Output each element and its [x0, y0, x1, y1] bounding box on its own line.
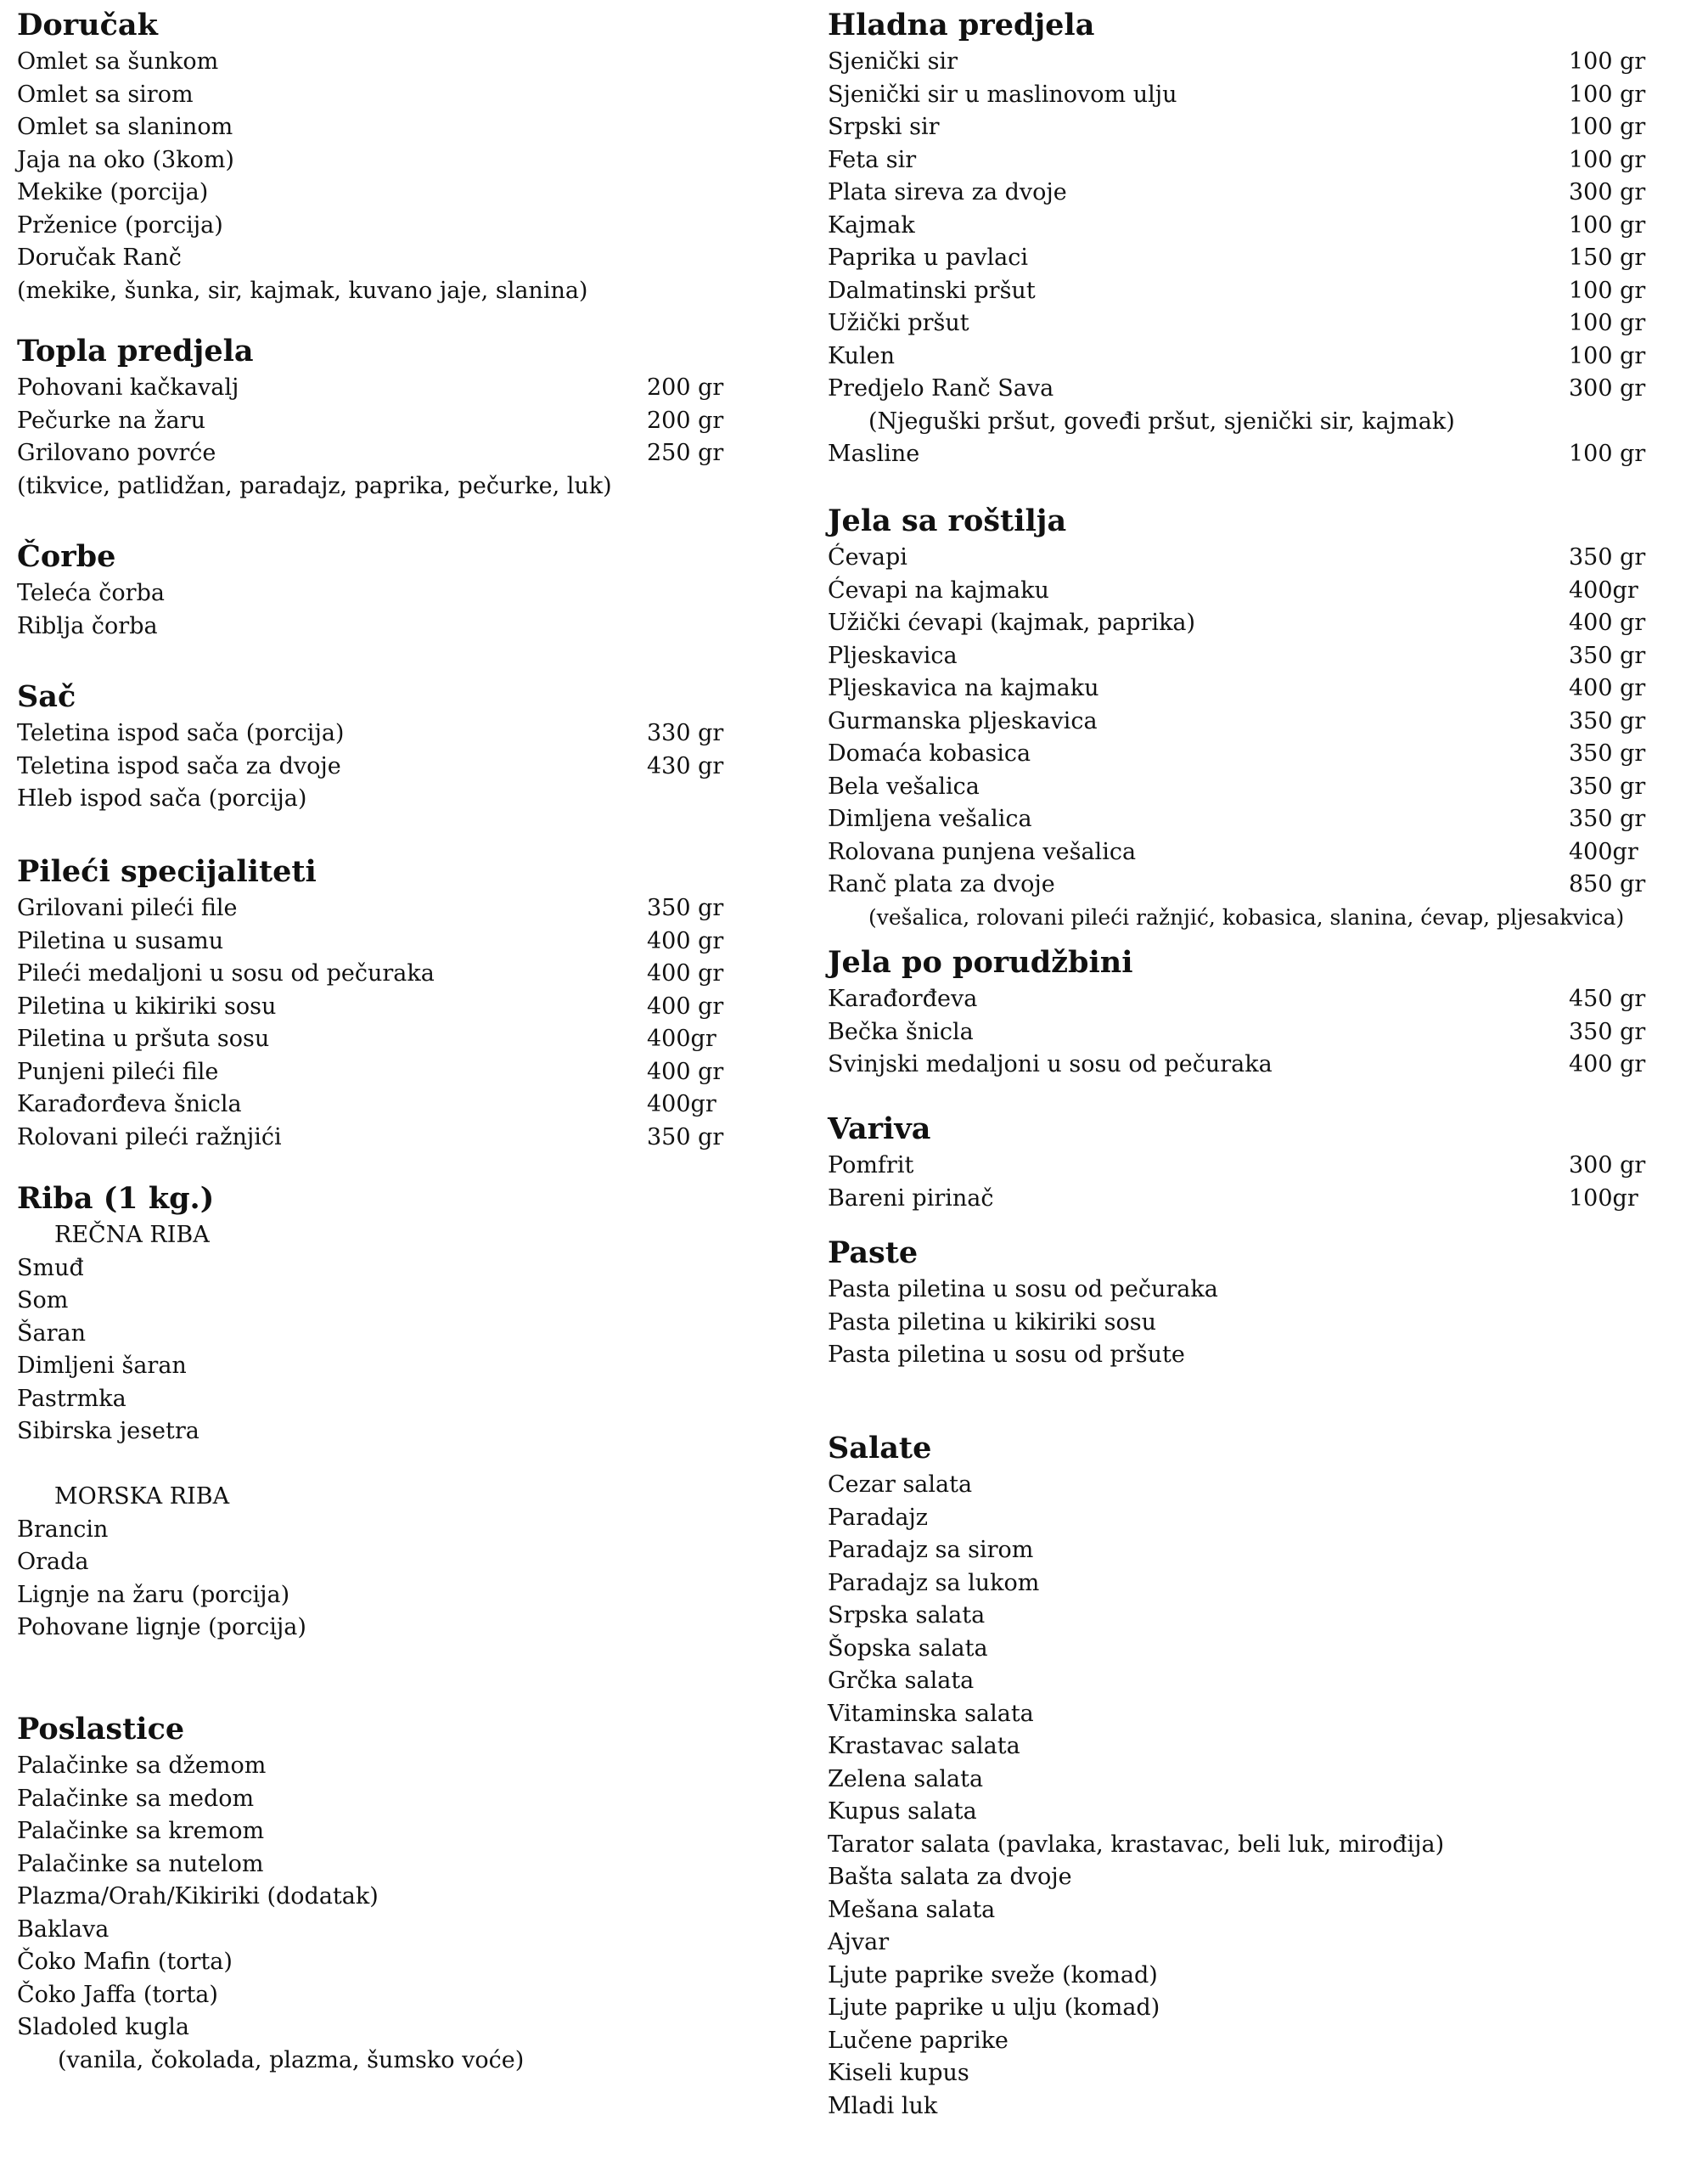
item-name: Ajvar	[828, 1929, 890, 1955]
item-portion-size: 400 gr	[647, 960, 724, 987]
section-heading: Doručak	[17, 8, 158, 42]
menu-item	[828, 1049, 1685, 1082]
menu-item	[828, 1469, 1685, 1502]
menu-item	[17, 1848, 815, 1882]
item-name: Paprika u pavlaci	[828, 245, 1029, 271]
menu-item	[17, 1088, 815, 1122]
item-portion-size: 850 gr	[1569, 871, 1646, 897]
item-name: Rolovana punjena vešalica	[828, 838, 1137, 865]
item-portion-size: 100 gr	[1569, 114, 1646, 140]
menu-item	[17, 1946, 815, 1979]
item-name: Šopska salata	[828, 1634, 988, 1662]
menu-item	[17, 1783, 815, 1816]
item-note: (vanila, čokolada, plazma, šumsko voće)	[58, 2046, 525, 2073]
menu-item	[17, 405, 815, 438]
item-portion-size: 430 gr	[647, 752, 724, 779]
section-heading: Riba (1 kg.)	[17, 1181, 215, 1216]
item-name: Pljeskavica	[828, 642, 958, 669]
item-portion-size: 200 gr	[647, 407, 724, 434]
menu-item	[828, 1829, 1685, 1862]
item-name: Teletina ispod sača (porcija)	[17, 720, 345, 746]
item-name: Pljeskavica na kajmaku	[828, 675, 1099, 701]
section-heading: Sač	[17, 679, 76, 714]
item-name: Domaća kobasica	[828, 740, 1031, 767]
menu-item	[17, 1979, 815, 2012]
item-portion-size: 400 gr	[647, 927, 724, 954]
menu-section-poslastice	[17, 1709, 815, 2077]
item-name: Brancin	[17, 1516, 109, 1543]
menu-item	[17, 1448, 815, 1482]
item-name: Orada	[17, 1549, 89, 1575]
menu-item	[828, 1665, 1685, 1698]
menu-item	[828, 836, 1685, 869]
item-note: (vešalica, rolovani pileći ražnjić, kobasica, slanina, ćevap, pljesakvica)	[868, 904, 1625, 930]
item-name: Bečka šnicla	[828, 1018, 974, 1045]
menu-item	[828, 242, 1685, 275]
item-name: Šaran	[17, 1319, 86, 1347]
menu-item	[17, 577, 815, 610]
section-heading: Jela sa roštilja	[828, 503, 1067, 538]
menu-item	[828, 771, 1685, 804]
menu-item	[828, 803, 1685, 836]
menu-section-sac	[17, 677, 815, 816]
item-name: Smuđ	[17, 1254, 84, 1281]
menu-item	[828, 672, 1685, 706]
item-name: Ljute paprike sveže (komad)	[828, 1961, 1158, 1988]
menu-section-riba	[17, 1178, 815, 1645]
menu-section-corbe	[17, 537, 815, 643]
item-name: Palačinke sa kremom	[17, 1818, 265, 1844]
item-description	[828, 406, 1685, 439]
item-name: Som	[17, 1287, 69, 1313]
item-name: Omlet sa sirom	[17, 81, 194, 108]
item-portion-size: 100 gr	[1569, 48, 1646, 75]
item-portion-size: 350 gr	[647, 895, 724, 921]
menu-item	[828, 1861, 1685, 1894]
item-name: Grčka salata	[828, 1668, 975, 1694]
menu-item	[828, 1016, 1685, 1049]
menu-item	[828, 340, 1685, 374]
item-name: Mekike (porcija)	[17, 179, 209, 205]
item-portion-size: 300 gr	[1569, 375, 1646, 402]
menu-item	[17, 437, 815, 470]
item-name: Paradajz sa sirom	[828, 1537, 1034, 1563]
item-portion-size: 100 gr	[1569, 342, 1646, 369]
item-name: Cezar salata	[828, 1471, 973, 1498]
item-portion-size: 400gr	[1569, 838, 1638, 865]
menu-section-topla-predjela	[17, 331, 815, 503]
item-portion-size: 350 gr	[1569, 707, 1646, 734]
item-portion-size: 400 gr	[1569, 1051, 1646, 1077]
menu-item	[17, 1318, 815, 1351]
item-name: Paradajz sa lukom	[828, 1569, 1040, 1596]
menu-item	[828, 1796, 1685, 1829]
item-description	[17, 470, 815, 503]
item-portion-size: 450 gr	[1569, 986, 1646, 1012]
menu-item	[828, 2025, 1685, 2058]
item-name: Srpski sir	[828, 114, 940, 140]
item-name: Paradajz	[828, 1504, 929, 1531]
menu-item	[17, 1612, 815, 1645]
menu-item	[828, 177, 1685, 210]
section-heading: Salate	[828, 1431, 932, 1465]
menu-item	[828, 1307, 1685, 1340]
section-heading: Poslastice	[17, 1712, 185, 1747]
menu-item	[828, 210, 1685, 243]
item-portion-size: 150 gr	[1569, 245, 1646, 271]
item-name: Piletina u pršuta sosu	[17, 1026, 270, 1052]
item-name: Punjeni pileći file	[17, 1058, 219, 1085]
menu-item	[17, 1122, 815, 1155]
subsection-name: REČNA RIBA	[54, 1222, 210, 1248]
subsection-label	[17, 1219, 815, 1252]
menu-item	[17, 46, 815, 79]
item-name: Ljute paprike u ulju (komad)	[828, 1994, 1160, 2021]
menu-item	[17, 144, 815, 177]
item-name: Ranč plata za dvoje	[828, 871, 1055, 897]
item-portion-size: 350 gr	[647, 1123, 724, 1150]
item-name: Tarator salata (pavlaka, krastavac, beli luk, mirođija)	[828, 1831, 1445, 1858]
menu-item	[828, 640, 1685, 673]
menu-item	[17, 1914, 815, 1947]
menu-item	[17, 751, 815, 784]
item-name: Pohovani kačkavalj	[17, 374, 239, 401]
menu-item	[17, 1415, 815, 1448]
menu-item	[828, 1274, 1685, 1307]
item-name: Kulen	[828, 342, 895, 369]
menu-item	[828, 79, 1685, 112]
menu-item	[828, 575, 1685, 608]
item-portion-size: 350 gr	[1569, 1018, 1646, 1045]
item-name: Omlet sa slaninom	[17, 114, 233, 140]
menu-item	[828, 373, 1685, 406]
item-name: Pečurke na žaru	[17, 407, 205, 434]
item-name: Užički ćevapi (kajmak, paprika)	[828, 610, 1196, 636]
item-name: Ćevapi	[828, 544, 907, 571]
menu-section-jela-sa-rostilja	[828, 501, 1685, 934]
item-name: Palačinke sa medom	[17, 1785, 255, 1812]
item-name: Dimljena vešalica	[828, 806, 1032, 832]
item-portion-size: 100gr	[1569, 1184, 1638, 1212]
item-name: Baklava	[17, 1915, 110, 1943]
item-name: Pohovane lignje (porcija)	[17, 1614, 306, 1640]
menu-item	[17, 177, 815, 210]
item-name: Hleb ispod sača (porcija)	[17, 785, 307, 812]
menu-item	[17, 79, 815, 112]
menu-section-paste	[828, 1233, 1685, 1372]
menu-item	[17, 1815, 815, 1848]
item-name: Vitaminska salata	[828, 1700, 1034, 1727]
item-name: Plata sireva za dvoje	[828, 179, 1067, 205]
item-name: Sjenički sir	[828, 48, 958, 75]
menu-item	[17, 1579, 815, 1612]
menu-item	[828, 275, 1685, 308]
item-portion-size: 400 gr	[647, 993, 724, 1020]
item-portion-size: 250 gr	[647, 440, 724, 466]
item-name: Grilovano povrće	[17, 440, 216, 466]
item-name: Lučene paprike	[828, 2027, 1009, 2054]
menu-item	[828, 607, 1685, 640]
item-name: Mladi luk	[828, 2092, 938, 2119]
item-portion-size: 400 gr	[1569, 675, 1646, 701]
menu-item	[828, 1183, 1685, 1216]
item-portion-size: 350 gr	[1569, 806, 1646, 832]
item-name: Masline	[828, 441, 920, 467]
item-name: Svinjski medaljoni u sosu od pečuraka	[828, 1051, 1273, 1077]
item-name: Kajmak	[828, 211, 915, 239]
item-name: Palačinke sa džemom	[17, 1752, 267, 1779]
item-name: Krastavac salata	[828, 1733, 1020, 1759]
item-portion-size: 100 gr	[1569, 81, 1646, 108]
item-note: (Njeguški pršut, goveđi pršut, sjenički sir, kajmak)	[868, 408, 1455, 435]
item-name: Bela vešalica	[828, 773, 980, 800]
menu-item	[17, 1023, 815, 1056]
menu-item	[828, 869, 1685, 902]
item-portion-size: 400gr	[1569, 577, 1638, 604]
item-portion-size: 400 gr	[647, 1058, 724, 1085]
item-name: Mešana salata	[828, 1896, 996, 1923]
menu-item	[17, 1252, 815, 1285]
item-name: Dimljeni šaran	[17, 1353, 187, 1379]
item-name: Rolovani pileći ražnjići	[17, 1123, 282, 1150]
menu-item	[828, 144, 1685, 177]
item-portion-size: 400 gr	[1569, 610, 1646, 636]
item-name: Piletina u kikiriki sosu	[17, 993, 277, 1020]
item-name: Kiseli kupus	[828, 2060, 969, 2086]
item-name: Gurmanska pljeskavica	[828, 707, 1098, 734]
item-name: Užički pršut	[828, 310, 969, 336]
item-portion-size: 100 gr	[1569, 277, 1646, 304]
item-name: Zelena salata	[828, 1765, 984, 1792]
item-name: Ćevapi na kajmaku	[828, 577, 1049, 604]
item-name: Teleća čorba	[17, 580, 165, 606]
menu-item	[828, 307, 1685, 340]
menu-item	[828, 46, 1685, 79]
menu-item	[828, 1150, 1685, 1183]
subsection-name: MORSKA RIBA	[54, 1483, 230, 1510]
item-name: Srpska salata	[828, 1602, 986, 1628]
item-name: Karađorđeva šnicla	[17, 1091, 242, 1117]
menu-section-variva	[828, 1109, 1685, 1215]
menu-item	[828, 1927, 1685, 1960]
item-portion-size: 400gr	[647, 1026, 716, 1052]
item-name: Grilovani pileći file	[17, 895, 238, 921]
menu-item	[828, 706, 1685, 739]
menu-item	[828, 1763, 1685, 1797]
menu-item	[17, 783, 815, 816]
item-name: Sjenički sir u maslinovom ulju	[828, 81, 1177, 108]
menu-section-hladna-predjela	[828, 5, 1685, 471]
item-portion-size: 100 gr	[1569, 310, 1646, 336]
item-name: Feta sir	[828, 146, 917, 173]
item-name: Prženice (porcija)	[17, 211, 223, 239]
menu-item	[828, 1698, 1685, 1731]
menu-item	[828, 738, 1685, 771]
item-portion-size: 330 gr	[647, 720, 724, 746]
item-portion-size: 350 gr	[1569, 740, 1646, 767]
item-name: Bašta salata za dvoje	[828, 1864, 1072, 1890]
item-name: Pasta piletina u sosu od pršute	[828, 1342, 1185, 1368]
item-portion-size: 350 gr	[1569, 773, 1646, 800]
menu-item	[828, 1992, 1685, 2025]
menu-section-jela-po-porudzbini	[828, 942, 1685, 1082]
item-name: Kupus salata	[828, 1798, 977, 1825]
item-portion-size: 100 gr	[1569, 211, 1646, 239]
section-heading: Variva	[828, 1111, 931, 1146]
item-portion-size: 400gr	[647, 1091, 716, 1117]
item-portion-size: 100 gr	[1569, 146, 1646, 173]
item-name: Jaja na oko (3kom)	[17, 146, 234, 173]
item-description	[17, 2045, 815, 2078]
section-heading: Pileći specijaliteti	[17, 854, 317, 889]
menu-item	[828, 1730, 1685, 1763]
menu-item	[17, 1383, 815, 1416]
menu-item	[828, 438, 1685, 471]
menu-item	[828, 1960, 1685, 1993]
menu-item	[828, 1534, 1685, 1567]
menu-item	[17, 372, 815, 405]
item-name: Teletina ispod sača za dvoje	[17, 752, 341, 779]
menu-item	[17, 1546, 815, 1579]
menu-item	[828, 1502, 1685, 1535]
item-portion-size: 300 gr	[1569, 179, 1646, 205]
item-note: (tikvice, patlidžan, paradajz, paprika, pečurke, luk)	[17, 472, 612, 499]
menu-item	[828, 983, 1685, 1016]
item-name: Pasta piletina u sosu od pečuraka	[828, 1276, 1218, 1302]
item-name: Palačinke sa nutelom	[17, 1850, 264, 1877]
item-name: Plazma/Orah/Kikiriki (dodatak)	[17, 1883, 379, 1910]
item-portion-size: 350 gr	[1569, 642, 1646, 669]
menu-item	[17, 892, 815, 925]
item-name: Dalmatinski pršut	[828, 277, 1036, 304]
menu-item	[828, 1600, 1685, 1633]
menu-item	[828, 1567, 1685, 1600]
item-description	[828, 902, 1685, 935]
item-name: Piletina u susamu	[17, 927, 224, 954]
menu-item	[17, 925, 815, 959]
menu-item	[828, 1633, 1685, 1666]
menu-item	[17, 958, 815, 991]
menu-item	[828, 2090, 1685, 2123]
item-name: Pomfrit	[828, 1152, 914, 1178]
subsection-label	[17, 1481, 815, 1514]
item-name: Riblja čorba	[17, 612, 158, 639]
menu-item	[17, 991, 815, 1024]
section-heading: Jela po porudžbini	[828, 945, 1133, 980]
section-heading: Čorbe	[17, 539, 116, 574]
menu-item	[17, 242, 815, 275]
item-name: Sibirska jesetra	[17, 1418, 199, 1444]
item-name: Pastrmka	[17, 1385, 126, 1412]
menu-item	[17, 1285, 815, 1318]
item-name: Sladoled kugla	[17, 2014, 190, 2040]
menu-item	[17, 111, 815, 144]
menu-item	[17, 210, 815, 243]
item-description	[17, 275, 815, 308]
item-name: Doručak Ranč	[17, 245, 182, 271]
item-name: Omlet sa šunkom	[17, 48, 219, 75]
menu-item	[17, 1750, 815, 1783]
menu-item	[17, 610, 815, 644]
item-name: Bareni pirinač	[828, 1184, 994, 1212]
item-note: (mekike, šunka, sir, kajmak, kuvano jaje, slanina)	[17, 277, 588, 304]
menu-item	[17, 1350, 815, 1383]
item-name: Predjelo Ranč Sava	[828, 375, 1054, 402]
menu-item	[17, 1514, 815, 1547]
menu-item	[828, 1894, 1685, 1927]
item-name: Čoko Mafin (torta)	[17, 1949, 233, 1975]
menu-section-dorucak	[17, 5, 815, 307]
menu-item	[828, 1339, 1685, 1372]
item-portion-size: 200 gr	[647, 374, 724, 401]
menu-section-salate	[828, 1428, 1685, 2123]
section-heading: Topla predjela	[17, 334, 254, 368]
menu-item	[828, 111, 1685, 144]
menu-item	[17, 1056, 815, 1089]
item-portion-size: 300 gr	[1569, 1152, 1646, 1178]
item-name: Lignje na žaru (porcija)	[17, 1581, 290, 1608]
section-heading: Paste	[828, 1235, 919, 1270]
menu-section-pileci-specijaliteti	[17, 852, 815, 1154]
section-heading: Hladna predjela	[828, 8, 1095, 42]
menu-item	[17, 717, 815, 751]
item-name: Pasta piletina u kikiriki sosu	[828, 1308, 1156, 1336]
menu-item	[17, 1881, 815, 1914]
item-name: Čoko Jaffa (torta)	[17, 1981, 218, 2008]
menu-item	[17, 2011, 815, 2045]
menu-item	[828, 2057, 1685, 2090]
item-name: Karađorđeva	[828, 986, 978, 1012]
item-portion-size: 350 gr	[1569, 544, 1646, 571]
item-portion-size: 100 gr	[1569, 441, 1646, 467]
menu-item	[828, 542, 1685, 575]
item-name: Pileći medaljoni u sosu od pečuraka	[17, 960, 435, 987]
